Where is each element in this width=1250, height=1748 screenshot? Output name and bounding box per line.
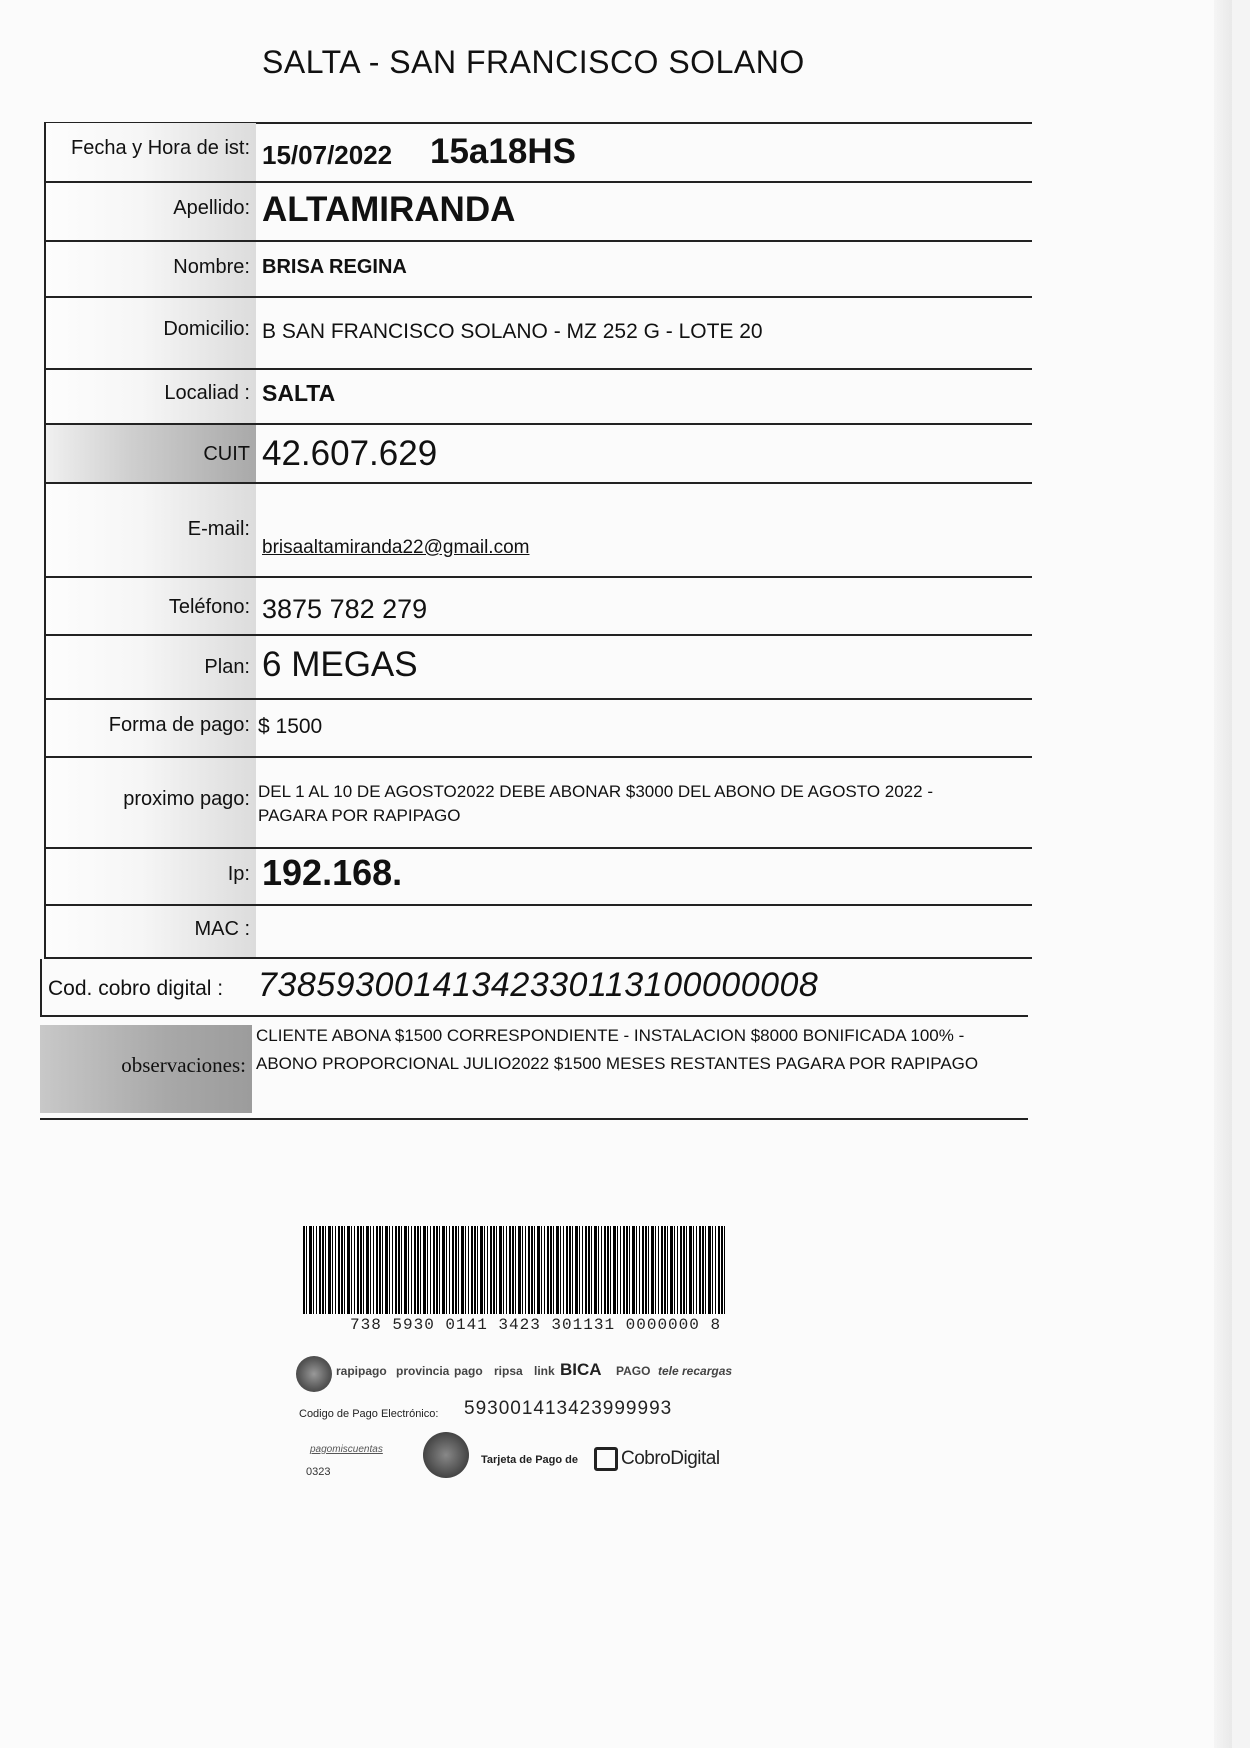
codigo-pago-value: 593001413423999993 xyxy=(464,1398,673,1419)
tarjeta-label: Tarjeta de Pago de xyxy=(481,1454,578,1466)
logo-provincia: provincia xyxy=(396,1364,450,1378)
plan-label-cell xyxy=(44,636,256,699)
apellido-label-cell xyxy=(44,183,256,240)
proximo-pago-label: proximo pago: xyxy=(123,788,250,810)
observaciones-line2: ABONO PROPORCIONAL JULIO2022 $1500 MESES RESTANTES PAGARA POR RAPIPAGO xyxy=(256,1054,979,1073)
forma-pago-label-cell xyxy=(44,700,256,756)
row-divider xyxy=(40,1118,1028,1120)
email-label-cell xyxy=(44,484,256,576)
logo-pagofacil: PAGO xyxy=(616,1364,651,1378)
payment-logos xyxy=(296,1354,736,1394)
ip-label-cell xyxy=(44,849,256,904)
apellido-value: ALTAMIRANDA xyxy=(262,190,516,229)
nombre-value: BRISA REGINA xyxy=(262,256,407,278)
ip-value: 192.168. xyxy=(262,852,403,893)
observaciones-line1: CLIENTE ABONA $1500 CORRESPONDIENTE - INSTALACION $8000 BONIFICADA 100% - xyxy=(256,1026,965,1045)
cuit-label: CUIT xyxy=(203,443,250,465)
cobrodigital-logo xyxy=(594,1447,720,1471)
nombre-label-cell xyxy=(44,242,256,300)
observaciones-label: observaciones: xyxy=(121,1053,246,1077)
fecha-label: Fecha y Hora de ist: xyxy=(71,137,250,159)
cod-cobro-label-cell xyxy=(40,959,256,1016)
fecha-label-cell xyxy=(44,123,256,181)
observaciones-label-cell xyxy=(40,1025,252,1113)
fecha-time: 15a18HS xyxy=(430,132,576,171)
cobrodigital-text: CobroDigital xyxy=(621,1448,720,1469)
logo-ripsa: ripsa xyxy=(494,1364,523,1378)
telefono-value: 3875 782 279 xyxy=(262,594,428,624)
page-edge xyxy=(1214,0,1232,1748)
domicilio-label-cell xyxy=(44,298,256,369)
seal-logo xyxy=(296,1356,332,1392)
proximo-pago-line1: DEL 1 AL 10 DE AGOSTO2022 DEBE ABONAR $3000 DEL ABONO DE AGOSTO 2022 - xyxy=(258,782,933,801)
logo-telerecargas: tele recargas xyxy=(658,1364,733,1378)
logo-pago: pago xyxy=(454,1364,483,1378)
cobrodigital-icon xyxy=(594,1447,618,1471)
plan-value: 6 MEGAS xyxy=(262,645,418,684)
small-code: 0323 xyxy=(306,1466,331,1478)
barcode xyxy=(303,1226,725,1314)
cuit-value: 42.607.629 xyxy=(262,434,438,473)
logo-rapipago: rapipago xyxy=(336,1364,387,1378)
plan-label: Plan: xyxy=(204,656,250,678)
cod-cobro-value: 73859300141342330113100000008 xyxy=(258,966,819,1004)
domicilio-label: Domicilio: xyxy=(163,318,250,340)
logo-bica: BICA xyxy=(560,1360,602,1379)
mac-label: MAC : xyxy=(194,918,250,940)
cod-cobro-label: Cod. cobro digital : xyxy=(48,977,224,1000)
domicilio-value: B SAN FRANCISCO SOLANO - MZ 252 G - LOTE 20 xyxy=(262,320,763,343)
email-value[interactable]: brisaaltamiranda22@gmail.com xyxy=(262,537,530,558)
fecha-date: 15/07/2022 xyxy=(262,140,393,170)
barcode-number: 738 5930 0141 3423 301131 0000000 8 xyxy=(350,1316,722,1334)
forma-pago-value: $ 1500 xyxy=(258,715,323,738)
proximo-pago-label-cell xyxy=(44,758,256,848)
mac-label-cell xyxy=(44,906,256,958)
pagomiscuentas-logo: pagomiscuentas xyxy=(310,1444,383,1455)
ip-label: Ip: xyxy=(227,863,250,885)
seal-logo-2 xyxy=(423,1432,469,1478)
codigo-pago-label: Codigo de Pago Electrónico: xyxy=(299,1408,439,1420)
localidad-label: Localiad : xyxy=(164,382,250,404)
forma-pago-label: Forma de pago: xyxy=(108,714,250,736)
apellido-label: Apellido: xyxy=(173,197,250,219)
nombre-label: Nombre: xyxy=(173,256,250,278)
localidad-value: SALTA xyxy=(262,380,336,406)
page-title: SALTA - SAN FRANCISCO SOLANO xyxy=(262,44,805,80)
localidad-label-cell xyxy=(44,370,256,423)
telefono-label-cell xyxy=(44,578,256,634)
email-label: E-mail: xyxy=(187,518,250,540)
cuit-label-cell xyxy=(44,425,256,482)
row-divider xyxy=(40,1015,1028,1017)
proximo-pago-line2: PAGARA POR RAPIPAGO xyxy=(258,806,461,825)
telefono-label: Teléfono: xyxy=(168,596,250,618)
logo-link: link xyxy=(534,1364,555,1378)
